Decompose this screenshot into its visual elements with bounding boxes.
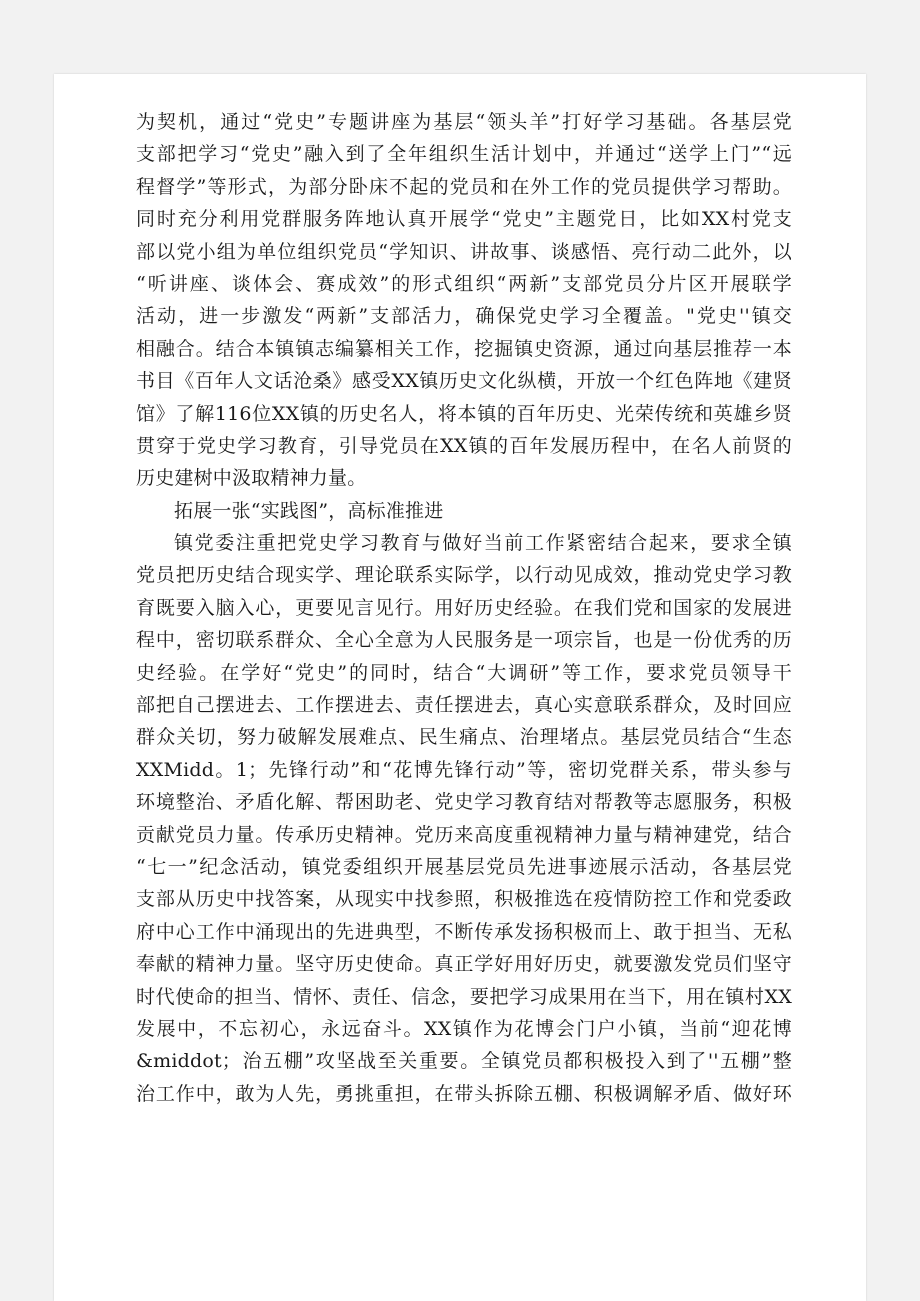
text-line: 治工作中，敢为人先，勇挑重担，在带头拆除五棚、积极调解矛盾、做好环 (136, 1082, 792, 1105)
text-line: 贡献党员力量。传承历史精神。党历来高度重视精神力量与精神建党，结合 (136, 823, 792, 846)
text-line: 活动，进一步激发“两新”支部活力，确保党史学习全覆盖。"党史''镇交 (136, 305, 792, 328)
text-line: 相融合。结合本镇镇志编纂相关工作，挖掘镇史资源，通过向基层推荐一本 (136, 337, 792, 360)
text-line: 馆》了解116位XX镇的历史名人，将本镇的百年历史、光荣传统和英雄乡贤 (136, 402, 792, 425)
document-body (136, 106, 792, 1110)
text-line: 拓展一张“实践图”，高标准推进 (174, 499, 444, 522)
text-line: XXMidd。1；先锋行动”和“花博先锋行动”等，密切党群关系，带头参与 (136, 758, 792, 781)
text-line: 同时充分利用党群服务阵地认真开展学“党史”主题党日，比如XX村党支 (136, 208, 792, 231)
text-line: 发展中，不忘初心，永远奋斗。XX镇作为花博会门户小镇，当前“迎花博 (136, 1017, 792, 1040)
text-line: 为契机，通过“党史”专题讲座为基层“领头羊”打好学习基础。各基层党 (136, 111, 792, 133)
text-line: 环境整治、矛盾化解、帮困助老、党史学习教育结对帮教等志愿服务，积极 (136, 791, 792, 814)
text-line: 部把自己摆进去、工作摆进去、责任摆进去，真心实意联系群众，及时回应 (136, 694, 792, 717)
text-line: 部以党小组为单位组织党员“学知识、讲故事、谈感悟、亮行动二此外，以 (136, 240, 792, 263)
text-line: 时代使命的担当、情怀、责任、信念，要把学习成果用在当下，用在镇村XX (136, 985, 792, 1008)
text-line: “听讲座、谈体会、赛成效”的形式组织“两新”支部党员分片区开展联学 (136, 272, 792, 295)
text-line: 支部把学习“党史”融入到了全年组织生活计划中，并通过“送学上门”“远 (136, 143, 792, 166)
text-line: &middot；治五棚”攻坚战至关重要。全镇党员都积极投入到了''五棚”整 (136, 1050, 792, 1073)
text-line: 支部从历史中找答案，从现实中找参照，积极推选在疫情防控工作和党委政 (136, 888, 792, 911)
text-line: 群众关切，努力破解发展难点、民生痛点、治理堵点。基层党员结合“生态 (136, 726, 792, 749)
text-line: 党员把历史结合现实学、理论联系实际学，以行动见成效，推动党史学习教 (136, 564, 792, 587)
text-line: 历史建树中汲取精神力量。 (136, 467, 367, 490)
text-line: 史经验。在学好“党史”的同时，结合“大调研”等工作，要求党员领导干 (136, 661, 792, 684)
text-line: 府中心工作中涌现出的先进典型，不断传承发扬积极而上、敢于担当、无私 (136, 920, 792, 943)
text-line: 程督学”等形式，为部分卧床不起的党员和在外工作的党员提供学习帮助。 (136, 175, 792, 198)
text-line: 奉献的精神力量。坚守历史使命。真正学好用好历史，就要激发党员们坚守 (136, 953, 792, 976)
text-line: 育既要入脑入心，更要见言见行。用好历史经验。在我们党和国家的发展进 (136, 596, 792, 619)
text-line: 镇党委注重把党史学习教育与做好当前工作紧密结合起来，要求全镇 (174, 532, 792, 555)
text-line: 贯穿于党史学习教育，引导党员在XX镇的百年发展历程中，在名人前贤的 (136, 434, 792, 457)
text-line: 程中，密切联系群众、全心全意为人民服务是一项宗旨，也是一份优秀的历 (136, 629, 792, 652)
text-line: “七一”纪念活动，镇党委组织开展基层党员先进事迹展示活动，各基层党 (136, 855, 792, 878)
text-line: 书目《百年人文话沧桑》感受XX镇历史文化纵横，开放一个红色阵地《建贤 (136, 370, 792, 393)
